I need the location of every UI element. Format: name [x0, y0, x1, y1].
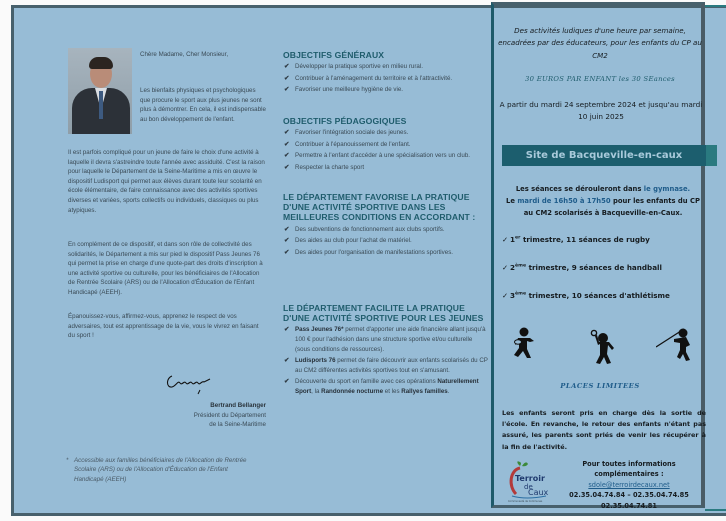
- list-item: ✔ Développer la pratique sportive en milieu rural.: [284, 63, 423, 71]
- check-icon: ✓: [502, 263, 509, 272]
- sessions-info: Les séances se dérouleront dans le gymnase. Le mardi de 16h50 à 17h50 pour les enfants du CP au CM2 scolarisés à Bacqueville-en-Caux.: [506, 185, 700, 217]
- check-icon: ✔: [284, 63, 290, 71]
- letter-greeting: Chère Madame, Cher Monsieur,: [140, 51, 229, 58]
- section-title: OBJECTIFS GÉNÉRAUX: [283, 50, 385, 60]
- footnote-marker: *: [66, 457, 69, 464]
- check-icon: ✔: [284, 152, 290, 160]
- check-icon: ✔: [284, 248, 290, 256]
- contact-title: Pour toutes informations complémentaires :: [582, 460, 676, 479]
- section-department-favors: [283, 192, 489, 257]
- term-item: ✓ 3ème trimestre, 10 séances d'athlétisme: [502, 291, 670, 300]
- list-item: ✔ Contribuer à l'aménagement du territoire et à l'attractivité.: [284, 74, 453, 82]
- list-item: ✔ Des subventions de fonctionnement aux clubs sportifs.: [284, 225, 445, 233]
- section-pedagogic-objectives: [283, 116, 489, 173]
- letter-paragraph: Il est parfois compliqué pour un jeune de faire le choix d'une activité à laquelle il devra s'astreindre toute l'année avec assiduité. C'est la raison pour laquelle le Département de la Seine-Maritime a mis en œuvre le dispositif Ludisport qui permet aux élèves durant toute leur scolarité en école élémentaire, de faire connaissance avec des activités sportives diverses et variées, sports collectifs ou individuels, classiques ou plus atypiques.: [68, 149, 265, 214]
- rugby-player-icon: [510, 327, 536, 361]
- pickup-notice: Les enfants seront pris en charge dès la sortie de l'école. En revanche, le retour des enfants n'étant pas assuré, les parents sont priés de venir les récupérer à la fin de l'activité.: [502, 409, 706, 451]
- contact-phones: 02.35.04.74.81: [601, 501, 657, 510]
- signer-title: Président du Département: [193, 411, 266, 419]
- contact-phones: 02.35.04.74.84 – 02.35.04.74.85: [569, 491, 689, 500]
- section-title: LE DÉPARTEMENT FACILITE LA PRATIQUE D'UNE ACTIVITÉ SPORTIVE POUR LES JEUNES: [283, 303, 484, 324]
- letter-paragraph: Épanouissez-vous, affirmez-vous, apprenez le respect de vos adversaires, tout est apprentissage de la vie, vous le vivrez en faisant du sport !: [68, 313, 259, 340]
- check-icon: ✔: [284, 326, 290, 334]
- term-item: ✓ 2ème trimestre, 9 séances de handball: [502, 263, 662, 272]
- check-icon: ✔: [284, 129, 290, 137]
- svg-text:Caux: Caux: [528, 488, 549, 497]
- letter-intro: Les bienfaits physiques et psychologiques que procure le sport aux plus jeunes ne sont plus à démontrer. En cela, il est indispensable au bon développement de l'enfant.: [140, 87, 266, 123]
- list-item: ✔ Des aides au club pour l'achat de matériel.: [284, 237, 412, 245]
- signer-title: de la Seine-Maritime: [209, 421, 266, 429]
- section-general-objectives: [283, 50, 489, 95]
- term-item: ✓ 1er trimestre, 11 séances de rugby: [502, 235, 650, 244]
- footnote: [68, 456, 258, 484]
- svg-text:de: de: [524, 483, 533, 491]
- president-photo: [68, 48, 132, 134]
- decorative-bar: [705, 145, 717, 166]
- svg-text:Communauté de Communes: Communauté de Communes: [508, 500, 543, 503]
- letter-paragraph: En complément de ce dispositif, et dans son rôle de collectivité des solidarités, le Département a mis sur pied le dispositif Pass Jeunes 76 qui permet la prise en charge d'une quote-part des droits d'inscription à une activité sportive ou culturelle, pour les bénéficiaires de l'Allocation de Rentrée Scolaire (ARS) ou de l'Allocation d'Éducation de l'Enfant Handicapé (AEEH).: [68, 241, 263, 296]
- terroir-de-caux-logo: [506, 460, 554, 504]
- signature-block: [114, 401, 266, 430]
- venue-highlight: le gymnase.: [643, 185, 691, 193]
- section-title: OBJECTIFS PÉDAGOGIQUES: [283, 116, 407, 126]
- contact-block: [552, 459, 706, 511]
- list-item: ✔ Favoriser l'intégration sociale des jeunes.: [284, 129, 409, 137]
- flyer-tagline: Des activités ludiques d'une heure par semaine, encadrées par des éducateurs, pour les enfants du CP au CM2: [498, 26, 702, 60]
- list-item: ✔ Contribuer à l'épanouissement de l'enfant.: [284, 140, 411, 148]
- list-item: ✔ Ludisports 76 permet de faire découvrir aux enfants scolarisés du CP au CM2 différentes activités sportives tout en s'amusant.: [284, 357, 488, 374]
- svg-text:Terroir: Terroir: [515, 474, 545, 483]
- limited-places-label: PLACES LIMITEES: [560, 382, 640, 390]
- list-item: ✔ Respecter la charte sport: [284, 163, 365, 171]
- flyer-dates: A partir du mardi 24 septembre 2024 et jusqu'au mardi 10 juin 2025: [499, 100, 703, 122]
- list-item: ✔ Des aides pour l'organisation de manifestations sportives.: [284, 248, 454, 256]
- check-icon: ✔: [284, 74, 290, 82]
- list-item: ✔ Favoriser une meilleure hygiène de vie.: [284, 86, 403, 94]
- flyer-panel: [491, 2, 705, 508]
- section-department-facilitates: [283, 303, 489, 397]
- check-icon: ✔: [284, 378, 290, 386]
- section-title: LE DÉPARTEMENT FAVORISE LA PRATIQUE D'UNE ACTIVITÉ SPORTIVE DANS LES MEILLEURES CONDITIONS EN ACCORDANT :: [283, 192, 476, 223]
- check-icon: ✔: [284, 357, 290, 365]
- contact-email-link[interactable]: sdole@terroirdecaux.net: [588, 480, 670, 489]
- signature-image: [164, 370, 224, 396]
- site-banner: Site de Bacqueville-en-caux: [502, 145, 706, 166]
- list-item: ✔ Découverte du sport en famille avec ces opérations Naturellement Sport, la Randonnée nocturne et les Rallyes familles.: [284, 378, 479, 395]
- check-icon: ✔: [284, 86, 290, 94]
- sport-icons: [494, 323, 708, 367]
- footnote-text: Accessible aux familles bénéficiaires de l'Allocation de Rentrée Scolaire (ARS) ou de l'Allocation d'Éducation de l'Enfant Handicapé (AEEH): [74, 457, 247, 483]
- check-icon: ✔: [284, 140, 290, 148]
- signer-name: Bertrand Bellanger: [210, 402, 266, 409]
- flyer-price: 30 EUROS PAR ENFANT les 30 SEances: [525, 75, 675, 83]
- check-icon: ✔: [284, 225, 290, 233]
- check-icon: ✔: [284, 163, 290, 171]
- check-icon: ✓: [502, 235, 509, 244]
- check-icon: ✓: [502, 291, 509, 300]
- handball-player-icon: [590, 329, 616, 367]
- javelin-thrower-icon: [656, 325, 696, 363]
- check-icon: ✔: [284, 237, 290, 245]
- schedule-highlight: mardi de 16h50 à 17h50: [517, 197, 611, 205]
- decorative-line: [705, 509, 726, 511]
- list-item: ✔ Permettre à l'enfant d'accéder à une spécialisation vers un club.: [284, 152, 471, 160]
- decorative-line: [705, 5, 726, 7]
- list-item: ✔ Pass Jeunes 76* permet d'apporter une aide financière allant jusqu'à 100 € pour l'adhésion dans une structure sportive et/ou culturelle (sous conditions de ressources).: [284, 326, 486, 353]
